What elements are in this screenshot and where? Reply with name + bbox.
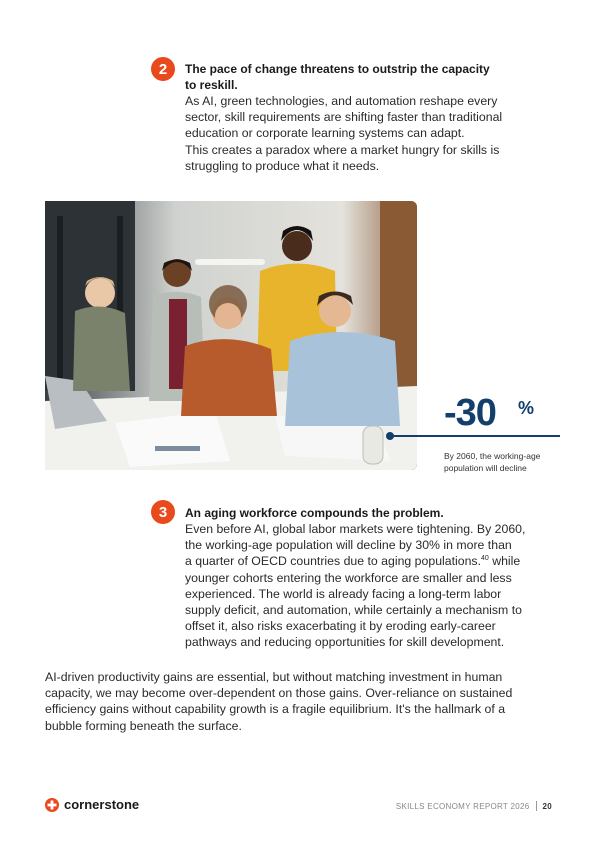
section-number-badge: 3: [151, 500, 175, 524]
stat-caption: [444, 450, 564, 474]
footnote-ref[interactable]: 40: [481, 555, 489, 563]
body-line: sector, skill requirements are shifting faster than traditional: [185, 110, 503, 125]
closing-paragraph: [45, 669, 545, 734]
body-line: offset it, also risks exacerbating it by eroding early-career: [185, 619, 496, 634]
footer-divider: [536, 801, 537, 811]
heading-line: to reskill.: [185, 78, 238, 92]
section-body: [185, 521, 550, 651]
page-number: 20: [542, 801, 552, 811]
caption-line: By 2060, the working-age: [444, 451, 541, 461]
stat-value: -30: [444, 392, 496, 434]
stat-unit: %: [518, 398, 535, 418]
body-line: struggling to produce what it needs.: [185, 158, 380, 173]
cornerstone-logo-icon: [45, 798, 59, 812]
cornerstone-logo[interactable]: [45, 797, 139, 812]
section-aging-workforce: [185, 505, 550, 651]
body-line-tail: while: [488, 554, 521, 569]
body-line: the working-age population will decline by 30% in more than: [185, 538, 512, 553]
section-body: [185, 93, 550, 174]
body-line: AI-driven productivity gains are essential, but without matching investment in human: [45, 670, 503, 684]
body-line: As AI, green technologies, and automation reshape every: [185, 94, 498, 108]
section-number-badge: 2: [151, 57, 175, 81]
heading-line: The pace of change threatens to outstrip the capacity: [185, 62, 490, 76]
logo-text: cornerstone: [64, 797, 140, 812]
team-meeting-photo: [45, 201, 417, 470]
body-line: Even before AI, global labor markets were tightening. By 2060,: [185, 522, 526, 536]
body-line: a quarter of OECD countries due to aging populations.: [185, 554, 481, 569]
section-reskill: [185, 61, 550, 174]
body-line: pathways and reducing opportunities for skill development.: [185, 635, 505, 650]
body-line: capacity, we may become over-dependent on those gains. Over-reliance on sustained: [45, 686, 513, 701]
section-heading: An aging workforce compounds the problem.: [185, 506, 444, 520]
body-line: supply deficit, and automation, while certainly a mechanism to: [185, 603, 522, 618]
stat-connector-line: [390, 435, 560, 437]
body-line: efficiency gains without capability growth is a fragile equilibrium. It's the hallmark of a: [45, 702, 506, 717]
report-name: SKILLS ECONOMY REPORT 2026: [395, 801, 530, 811]
body-line: This creates a paradox where a market hungry for skills is: [185, 142, 500, 157]
body-line: bubble forming beneath the surface.: [45, 718, 242, 733]
body-line: experienced. The world is already facing a long-term labor: [185, 586, 502, 601]
body-line: younger cohorts entering the workforce are smaller and less: [185, 570, 512, 585]
caption-line: population will decline: [444, 463, 527, 473]
body-line: education or corporate learning systems can adapt.: [185, 126, 465, 141]
footer-report-info: [396, 801, 552, 811]
section-heading: [185, 61, 550, 93]
